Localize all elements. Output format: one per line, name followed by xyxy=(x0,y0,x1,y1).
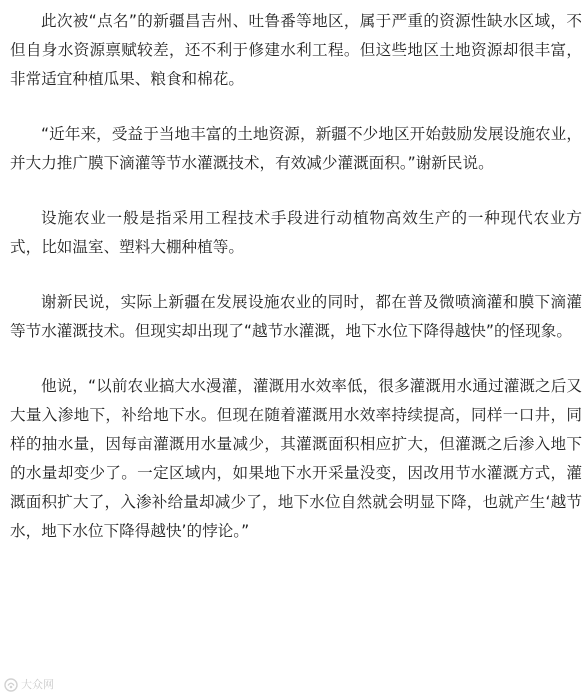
paragraph-3: 设施农业一般是指采用工程技术手段进行动植物高效生产的一种现代农业方式，比如温室、塑料大棚种植等。 xyxy=(10,209,582,256)
paragraph-1: 此次被“点名”的新疆昌吉州、吐鲁番等地区，属于严重的资源性缺水区域，不但自身水资源禀赋较差，还不利于修建水利工程。但这些地区土地资源却很丰富，非常适宜种植瓜果、粮食和棉花。 xyxy=(10,12,582,88)
article-body xyxy=(10,7,582,572)
paragraph-5: 他说，“以前农业搞大水漫灌，灌溉用水效率低，很多灌溉用水通过灌溉之后又大量入渗地下，补给地下水。但现在随着灌溉用水效率持续提高，同样一口井，同样的抽水量，因每亩灌溉用水量减少，其灌溉面积相应扩大，但灌溉之后渗入地下的水量却变少了。一定区域内，如果地下水开采量没变，因改用节水灌溉方式，灌溉面积扩大了，入渗补给量却减少了，地下水位自然就会明显下降，也就产生‘越节水，地下水位下降得越快’的悖论。” xyxy=(10,377,582,540)
watermark-text: 大众网 xyxy=(21,678,54,691)
paragraph-4: 谢新民说，实际上新疆在发展设施农业的同时，都在普及微喷滴灌和膜下滴灌等节水灌溉技术。但现实却出现了“越节水灌溉，地下水位下降得越快”的怪现象。 xyxy=(10,293,582,340)
watermark xyxy=(4,677,54,693)
watermark-logo-icon xyxy=(4,678,18,692)
paragraph-2: “近年来，受益于当地丰富的土地资源，新疆不少地区开始鼓励发展设施农业，并大力推广膜下滴灌等节水灌溉技术，有效减少灌溉面积。”谢新民说。 xyxy=(10,125,582,172)
